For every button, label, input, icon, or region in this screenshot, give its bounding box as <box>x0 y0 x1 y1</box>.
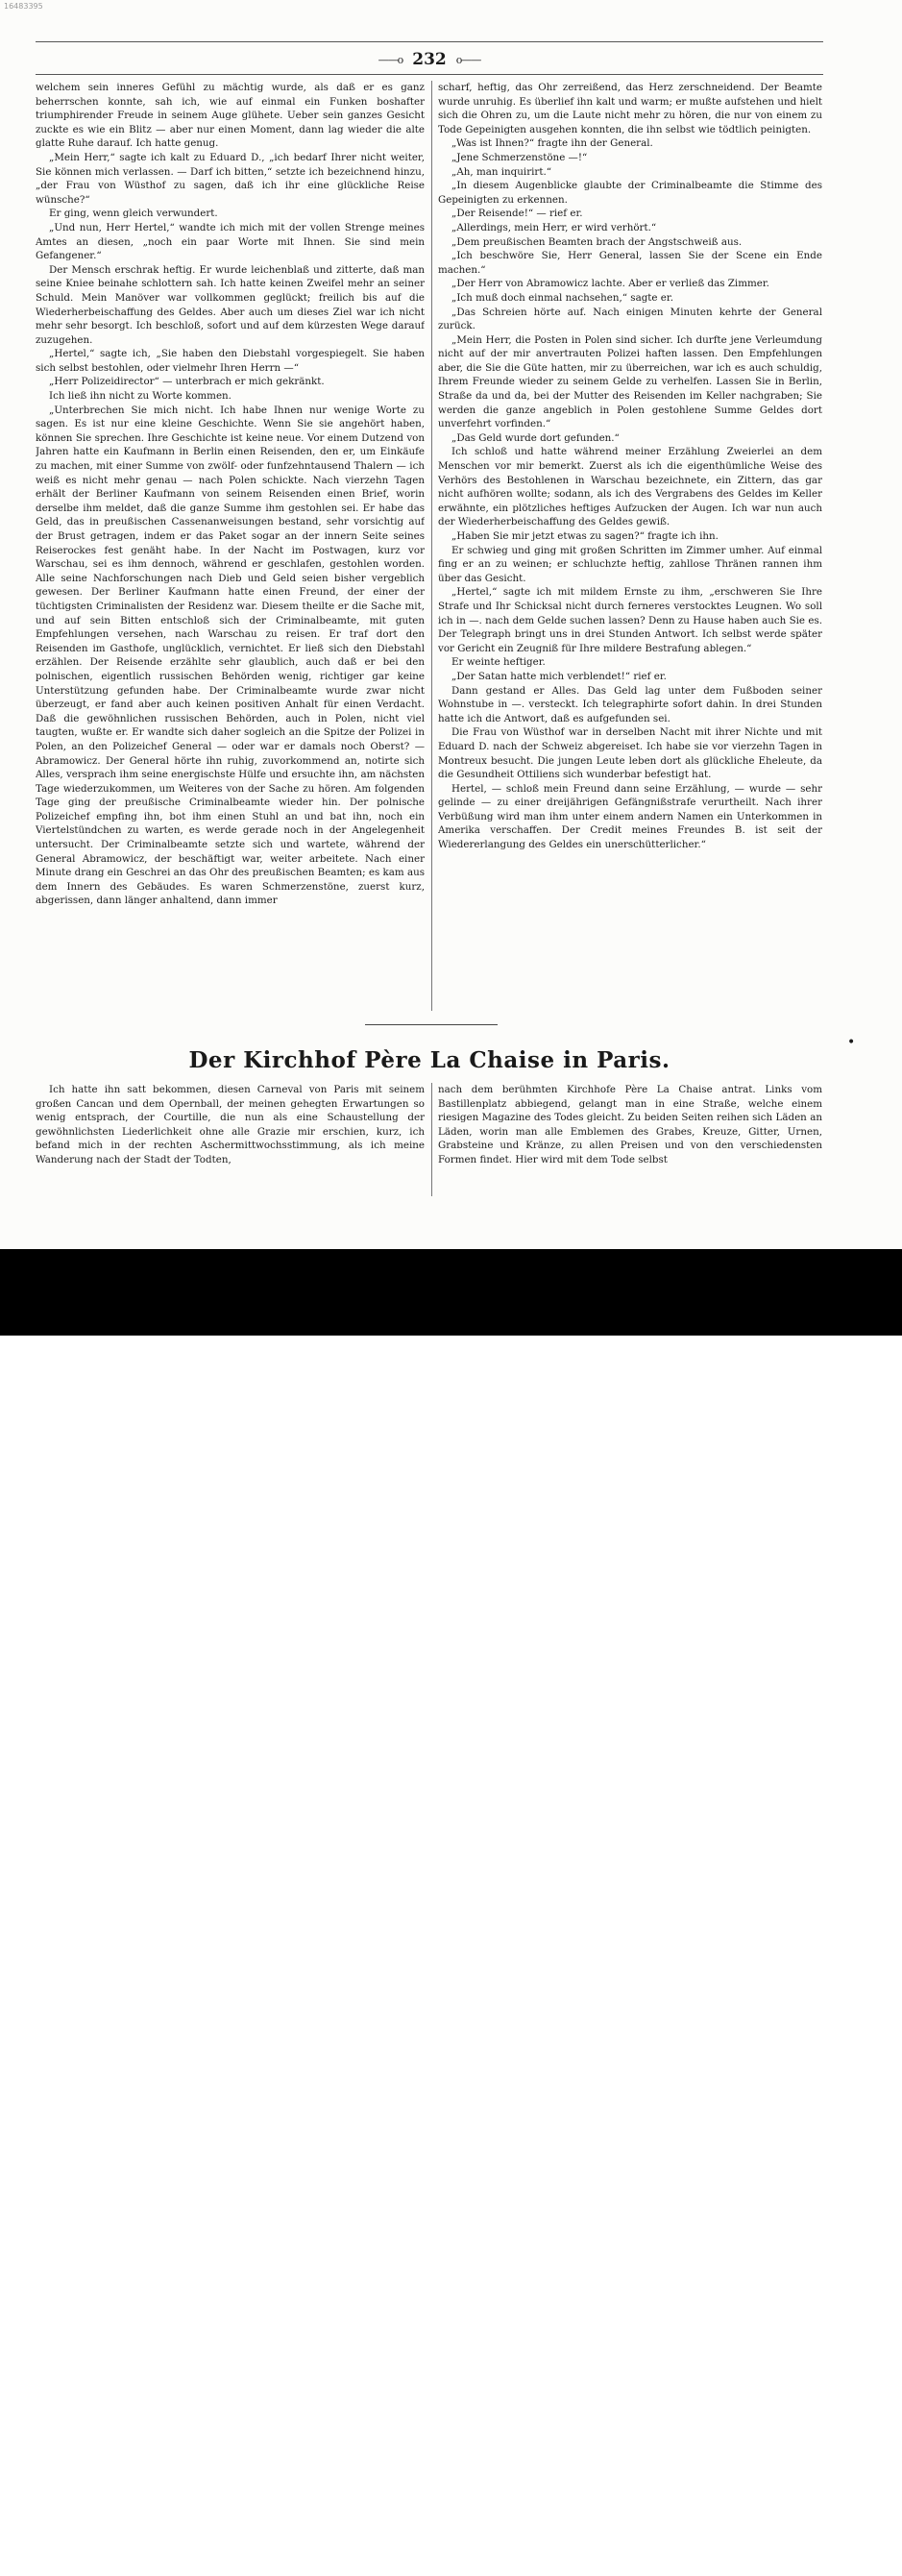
section-mark: • <box>847 1035 856 1050</box>
paragraph: Ich ließ ihn nicht zu Worte kommen. <box>49 390 232 403</box>
paragraph: Dann gestand er Alles. Das Geld lag unter dem Fußboden seiner Wohnstube in —. versteckt. Ich telegraphirte sofort dahin. In drei Stunden hatte ich die Antwort, daß es aufgefunden sei. <box>438 684 822 724</box>
article-right-column <box>438 1083 822 1198</box>
paragraph: „Ich beschwöre Sie, Herr General, lassen Sie der Scene ein Ende machen.“ <box>438 250 822 276</box>
section-rule <box>365 1024 498 1025</box>
paragraph: Er ging, wenn gleich verwundert. <box>49 208 218 220</box>
paragraph: „Der Reisende!“ — rief er. <box>451 208 583 220</box>
paragraph: welchem sein inneres Gefühl zu mächtig wurde, als daß er es ganz beherrschen konnte, sah ich, wie auf einmal ein Funken boshafter triumphirender Freude in seinem Auge glühete. Ueber sein ganzes Gesicht zuckte es wie ein Blitz — aber nur einen Moment, dann lag wieder die alte glatte Ruhe darauf. Ich hatte genug. <box>36 82 425 150</box>
paragraph: Die Frau von Wüsthof war in derselben Nacht mit ihrer Nichte und mit Eduard D. nach der Schweiz abgereiset. Ich habe sie vor vierzehn Tagen in Montreux besucht. Die jungen Leute leben dort als glückliche Eheleute, da die Gesundheit Ottiliens sich wunderbar befestigt hat. <box>438 726 822 781</box>
paragraph: „Der Herr von Abramowicz lachte. Aber er verließ das Zimmer. <box>451 278 769 290</box>
page-header <box>36 47 823 72</box>
paragraph: „Unterbrechen Sie mich nicht. Ich habe Ihnen nur wenige Worte zu sagen. Es ist nur eine kleine Geschichte. Wenn Sie sie angehört haben, können Sie sprechen. Ihre Geschichte ist keine neue. Vor einem Dutzend von Jahren hatte ein Kaufmann in Berlin einen Reisenden, den er, um Einkäufe zu machen, mit einer Summe von zwölf- oder funfzehntausend Thalern — ich weiß es nicht mehr genau — nach Polen schickte. Nach vierzehn Tagen erhält der Berliner Kaufmann von seinem Reisenden einen Brief, worin derselbe ihm meldet, daß die ganze Summe ihm gestohlen sei. Er habe das Geld, das in preußischen Cassenanweisungen bestand, sehr vorsichtig auf der Brust getragen, indem er das Paket sogar an der innern Seite seines Reiserockes fest genäht habe. In der Nacht im Postwagen, kurz vor Warschau, sei es ihm dennoch, während er geschlafen, gestohlen worden. Alle seine Nachforschungen nach Dieb und Geld seien bisher vergeblich gewesen. Der Berliner Kaufmann hatte einen Freund, der einer der tüchtigsten Criminalisten der Residenz war. Diesem theilte er die Sache mit, und auf sein Bitten entschloß sich der Criminalbeamte, mit guten Empfehlungen versehen, nach Warschau zu reisen. Er traf dort den Reisenden im Gasthofe, unglücklich, vernichtet. Er ließ sich den Diebstahl erzählen. Der Reisende erzählte sehr glaublich, auch daß er bei den polnischen, eigentlich russischen Behörden wenig, richtiger gar keine Unterstützung gefunden habe. Der Criminalbeamte wurde zwar nicht überzeugt, er fand aber auch keinen positiven Anhalt für einen Verdacht. Daß die gewöhnlichen russischen Behörden, auch in Polen, nicht viel taugten, wußte er. Er wandte sich daher sogleich an die Spitze der Polizei in Polen, an den Polizeichef General — oder war er damals noch Oberst? — Abramowicz. Der General hörte ihn ruhig, zuvorkommend an, notirte sich Alles, versprach ihm seine energischste Hülfe und ersuchte ihn, am nächsten Tage wiederzukommen, um Weiteres von der Sache zu hören. Am folgenden Tage ging der preußische Criminalbeamte wieder hin. Der polnische Polizeichef empfing ihn, bot ihm einen Stuhl an und bat ihn, noch ein Viertelstündchen zu warten, es werde gerade noch in der Angelegenheit untersucht. Der Criminalbeamte setzte sich und wartete, während der General Abramowicz, der beschäftigt war, weiter arbeitete. Nach einer Minute drang ein Geschrei an das Ohr des preußischen Beamten; es kam aus dem Innern des Gebäudes. Es waren Schmerzenstöne, zuerst kurz, abgerissen, dann länger anhaltend, dann immer <box>36 404 425 907</box>
paragraph: Er weinte heftiger. <box>451 656 546 669</box>
paragraph: „Hertel,“ sagte ich, „Sie haben den Diebstahl vorgespiegelt. Sie haben sich selbst bestohlen, oder vielmehr Ihren Herrn —“ <box>36 348 425 374</box>
image-id: Image ID: J3B9XF <box>791 2522 883 2535</box>
paragraph: „Mein Herr,“ sagte ich kalt zu Eduard D., „ich bedarf Ihrer nicht weiter, Sie können mich verlassen. — Darf ich bitten,“ setzte ich bezeichnend hinzu, „der Frau von Wüsthof zu sagen, daß ich ihr eine glückliche Reise wünsche?“ <box>36 151 425 206</box>
paragraph: „Allerdings, mein Herr, er wird verhört.“ <box>451 221 657 233</box>
paragraph: „Ich muß doch einmal nachsehen,“ sagte er. <box>451 291 673 304</box>
archive-stamp: 16483395 <box>4 2 43 11</box>
ornament-right: o—— <box>455 53 481 66</box>
ornament-left: ——o <box>378 53 403 66</box>
paragraph: Ich schloß und hatte während meiner Erzählung Zweierlei an dem Menschen vor mir bemerkt. Zuerst als ich die eigenthümliche Weise des Verhörs des Bestohlenen in Warschau bezeichnete, ein Zittern, das gar nicht aufhören wollte; sodann, als ich des Vergrabens des Geldes im Keller erwähnte, ein plötzliches heftiges Aufzucken der Augen. Ich war nun auch der Wiederherbeischaffung des Geldes gewiß. <box>438 446 822 528</box>
watermark-banner <box>0 1249 902 2576</box>
paragraph: Hertel, — schloß mein Freund dann seine Erzählung, — wurde — sehr gelinde — zu einer dreijährigen Gefängnißstrafe verurtheilt. Nach ihrer Verbüßung wird man ihm unter einem andern Namen ein Unterkommen in Amerika verschaffen. Der Credit meines Freundes B. ist seit der Wiedererlangung des Geldes ein unerschütterlicher.“ <box>438 782 822 851</box>
top-rule <box>36 41 823 42</box>
paragraph: „Das Geld wurde dort gefunden.“ <box>451 431 620 444</box>
image-info <box>791 2519 883 2558</box>
paragraph: „Haben Sie mir jetzt etwas zu sagen?“ fragte ich ihn. <box>451 530 719 542</box>
paragraph: „Jene Schmerzenstöne —!“ <box>451 151 588 163</box>
paragraph: scharf, heftig, das Ohr zerreißend, das Herz zerschneidend. Der Beamte wurde unruhig. Es überlief ihn kalt und warm; er mußte aufstehen und hielt sich die Ohren zu, um die Laute nicht mehr zu hören, die nur von einem zu Tode Gepeinigten ausgehen konnten, die ihn selbst wie tödtlich peinigten. <box>438 82 822 135</box>
column-divider <box>431 81 432 1011</box>
paragraph: „Dem preußischen Beamten brach der Angstschweiß aus. <box>451 235 743 248</box>
paragraph: „Herr Polizeidirector“ — unterbrach er mich gekränkt. <box>49 376 325 388</box>
paragraph: Der Mensch erschrak heftig. Er wurde leichenblaß und zitterte, daß man seine Kniee beinahe schlottern sah. Ich hatte keinen Zweifel mehr an seiner Schuld. Mein Manöver war vollkommen geglückt; freilich bis auf die Wiederherbeischaffung des Geldes. Aber auch um dieses Ziel war ich nicht mehr sehr besorgt. Ich beschloß, sofort und auf dem kürzesten Wege darauf zuzugehen. <box>36 263 425 346</box>
paragraph: Ich hatte ihn satt bekommen, diesen Carneval von Paris mit seinem großen Cancan und dem Opernball, der meinen gehegten Erwartungen so wenig entsprach, der Courtille, die nun als eine Schaustellung der gewöhnlichsten Liederlichkeit ohne alle Grazie mir erschien, kurz, ich befand mich in der rechten Aschermittwochsstimmung, als ich meine Wanderung nach der Stadt der Todten, <box>36 1084 425 1165</box>
site-url: www.alamy.com <box>797 2541 883 2554</box>
paragraph: „Ah, man inquirirt.“ <box>451 165 552 178</box>
article-left-column <box>36 1083 425 1198</box>
paragraph: „Und nun, Herr Hertel,“ wandte ich mich mit der vollen Strenge meines Amtes an diesen, „noch ein paar Worte mit Ihnen. Sie sind mein Gefangener.“ <box>36 221 425 262</box>
paragraph: „Hertel,“ sagte ich mit mildem Ernste zu ihm, „erschweren Sie Ihre Strafe und Ihr Schicksal nicht durch ferneres verstocktes Leugnen. Wo soll ich in —. nach dem Gelde suchen lassen? Denn zu Hause haben auch Sie es. Der Telegraph bringt uns in drei Stunden Antwort. Ich selbst werde später vor Gericht ein Zeugniß für Ihre mildere Bestrafung ablegen.“ <box>438 586 822 654</box>
paragraph: „Der Satan hatte mich verblendet!“ rief er. <box>451 670 667 682</box>
page-number: 232 <box>412 50 447 69</box>
left-column <box>36 81 425 1013</box>
article-column-divider <box>431 1083 432 1196</box>
right-column <box>438 81 822 1013</box>
paragraph: nach dem berühmten Kirchhofe Père La Chaise antrat. Links vom Bastillenplatz abbiegend, gelangt man in eine Straße, welche einem riesigen Magazine des Todes gleicht. Zu beiden Seiten reihen sich Läden an Läden, worin man alle Emblemen des Grabes, Kreuze, Gitter, Urnen, Grabsteine und Kränze, zu allen Preisen und von den verschiedensten Formen findet. Hier wird mit dem Tode selbst <box>438 1084 822 1165</box>
paragraph: Er schwieg und ging mit großen Schritten im Zimmer umher. Auf einmal fing er an zu weinen; er schluchzte heftig, zahllose Thränen rannen ihm über das Gesicht. <box>438 544 822 584</box>
header-rule <box>36 74 823 75</box>
paragraph: „Was ist Ihnen?“ fragte ihn der General. <box>451 137 653 150</box>
article-title: Der Kirchhof Père La Chaise in Paris. <box>188 1047 670 1073</box>
newspaper-page <box>0 0 902 1249</box>
paragraph: „Das Schreien hörte auf. Nach einigen Minuten kehrte der General zurück. <box>438 306 822 332</box>
paragraph: „In diesem Augenblicke glaubte der Criminalbeamte die Stimme des Gepeinigten zu erkennen. <box>438 180 822 206</box>
paragraph: „Mein Herr, die Posten in Polen sind sicher. Ich durfte jene Verleumdung nicht auf der mir anvertrauten Polizei haften lassen. Den Empfehlungen aber, die Sie die Güte hatten, mir zu überreichen, war ich es auch schuldig, Ihrem Freunde wieder zu seinem Gelde zu verhelfen. Lassen Sie in Berlin, Straße da und da, bei der Mutter des Reisenden im Keller nachgraben; Sie werden die ganze angeblich in Polen gestohlene Summe Geldes dort unverfehrt vorfinden.“ <box>438 333 822 430</box>
brand-logo: alamy <box>17 2514 190 2576</box>
